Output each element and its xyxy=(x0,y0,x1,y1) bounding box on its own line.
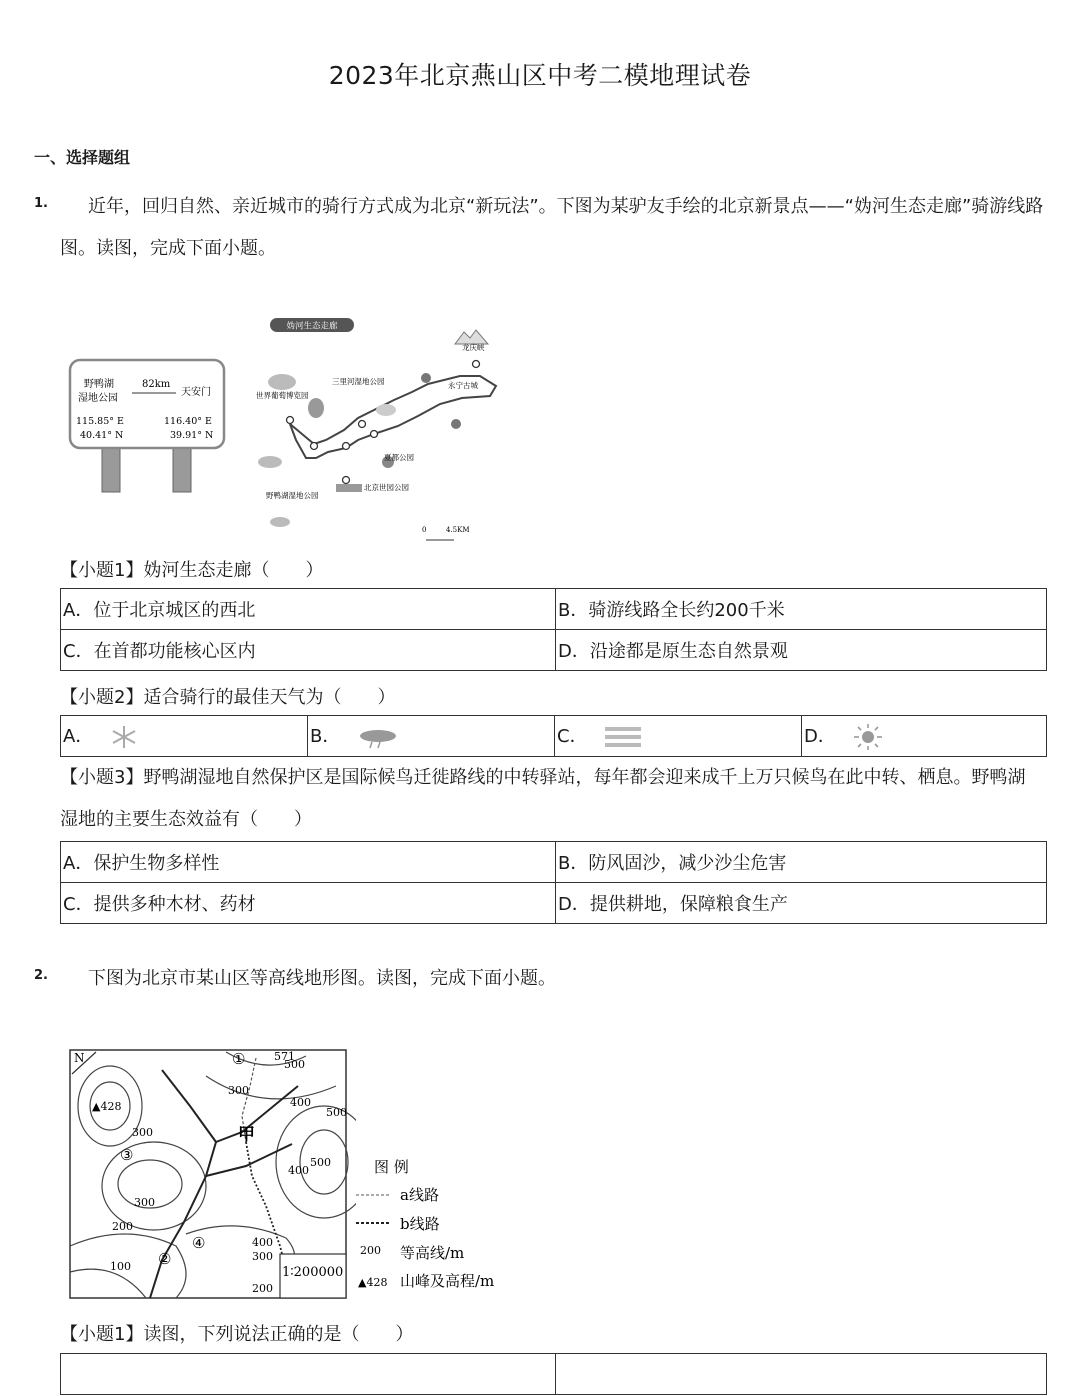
option-a[interactable] xyxy=(61,1354,556,1395)
cyclist-icon xyxy=(451,419,461,429)
options-table xyxy=(60,588,1047,671)
question-number: 2. xyxy=(34,968,48,983)
option-c[interactable]: C．在首都功能核心区内 xyxy=(61,630,556,671)
sub-question-stem: 【小题2】适合骑行的最佳天气为（ ） xyxy=(60,687,396,708)
question-text-line: 近年，回归自然、亲近城市的骑行方式成为北京“新玩法”。下图为某驴友手绘的北京新景点——“妫河生态走廊”骑游线路 xyxy=(88,196,1044,217)
option-b[interactable] xyxy=(556,1354,1047,1395)
sub-question-stem: 【小题1】妫河生态走廊（ ） xyxy=(60,560,324,581)
contour-value: 400 xyxy=(252,1236,273,1249)
sign-left-name: 野鸭湖 xyxy=(84,379,114,390)
legend-peak: 山峰及高程/m xyxy=(400,1272,495,1290)
north-label: N xyxy=(74,1051,85,1065)
map-label: 夏都公园 xyxy=(384,453,414,462)
landmark-illustration xyxy=(268,374,296,390)
route-map-title: 妫河生态走廊 xyxy=(286,321,338,332)
legend-title: 图 例 xyxy=(374,1158,409,1176)
fog-icon xyxy=(603,724,643,750)
scale-zero: 0 xyxy=(422,526,427,534)
scale-label: 4.5KM xyxy=(446,526,470,534)
landmark-illustration xyxy=(270,517,290,527)
map-label: 世界葡萄博览园 xyxy=(256,391,309,400)
signboard-figure xyxy=(66,356,232,498)
contour-value: 400 xyxy=(290,1096,311,1109)
route-map-figure xyxy=(250,312,510,547)
option-d[interactable]: D．沿途都是原生态自然景观 xyxy=(556,630,1047,671)
route-line xyxy=(292,430,306,458)
sub-question-stem: 【小题3】野鸭湖湿地自然保护区是国际候鸟迁徙路线的中转驿站，每年都会迎来成千上万只候鸟在此中转、栖息。野鸭湖 xyxy=(60,767,1026,788)
route-pin xyxy=(343,477,350,484)
map-scale: 1∶200000 xyxy=(282,1265,344,1280)
contour-value: 500 xyxy=(284,1058,305,1071)
route-pin xyxy=(311,443,318,450)
contour-value: 100 xyxy=(110,1260,131,1273)
contour-value: 200 xyxy=(252,1282,273,1295)
sunny-icon xyxy=(852,723,884,751)
page-title: 2023年北京燕山区中考二模地理试卷 xyxy=(328,61,752,90)
option-c[interactable] xyxy=(555,716,802,757)
options-table xyxy=(60,841,1047,924)
sign-left-name: 湿地公园 xyxy=(78,393,118,404)
route-pin xyxy=(473,361,480,368)
option-b[interactable]: B．防风固沙，减少沙尘危害 xyxy=(556,842,1047,883)
route-pin xyxy=(359,421,366,428)
contour-value: 300 xyxy=(134,1196,155,1209)
map-label: 北京世园公园 xyxy=(364,483,409,492)
contour-map-figure xyxy=(66,1046,356,1302)
route-pin xyxy=(371,431,378,438)
sub-question-stem: 湿地的主要生态效益有（ ） xyxy=(60,809,312,830)
option-c[interactable]: C．提供多种木材、药材 xyxy=(61,883,556,924)
landmark-illustration xyxy=(336,484,362,492)
option-d-label: D． xyxy=(804,725,836,747)
legend-a: a线路 xyxy=(400,1186,439,1204)
sign-distance: 82km xyxy=(142,379,171,390)
route-pin xyxy=(343,443,350,450)
question-number: 1. xyxy=(34,196,48,211)
map-label: 永宁古城 xyxy=(448,381,478,390)
sign-left-lat: 40.41° N xyxy=(80,430,124,441)
contour-value: 300 xyxy=(252,1250,273,1263)
option-d[interactable] xyxy=(802,716,1047,757)
option-d[interactable]: D．提供耕地，保障粮食生产 xyxy=(556,883,1047,924)
peak-label: 571 xyxy=(274,1050,295,1063)
map-marker: ② xyxy=(158,1250,172,1268)
contour-value: 300 xyxy=(228,1084,249,1097)
mountain-icon xyxy=(455,330,488,344)
contour-value: 500 xyxy=(310,1156,331,1169)
contour-value: 500 xyxy=(326,1106,347,1119)
legend-contour: 等高线/m xyxy=(400,1244,465,1262)
map-label: 野鸭湖湿地公园 xyxy=(266,491,319,500)
legend-peak-value: ▲428 xyxy=(358,1276,388,1289)
sub-question-stem: 【小题1】读图，下列说法正确的是（ ） xyxy=(60,1324,414,1345)
option-c-label: C． xyxy=(557,726,588,747)
option-b[interactable]: B．骑游线路全长约200千米 xyxy=(556,589,1047,630)
sign-right-lat: 39.91° N xyxy=(170,430,214,441)
question-text-line: 下图为北京市某山区等高线地形图。读图，完成下面小题。 xyxy=(88,968,556,989)
map-legend xyxy=(352,1152,522,1296)
tree-illustration xyxy=(308,398,324,418)
section-heading: 一、选择题组 xyxy=(34,148,131,167)
sign-right-name: 天安门 xyxy=(181,387,211,398)
rain-icon xyxy=(356,724,400,750)
landmark-illustration xyxy=(258,456,282,468)
landmark-illustration xyxy=(376,404,396,416)
option-b[interactable] xyxy=(308,716,555,757)
option-b-label: B． xyxy=(310,726,341,747)
options-table xyxy=(60,715,1047,757)
map-marker: ④ xyxy=(192,1234,206,1252)
legend-b: b线路 xyxy=(400,1215,440,1233)
route-pin xyxy=(287,417,294,424)
sign-post xyxy=(102,442,120,492)
peak-label: ▲428 xyxy=(92,1100,122,1113)
options-table xyxy=(60,1353,1047,1395)
sign-left-lon: 115.85° E xyxy=(76,416,124,427)
point-jia: 甲 xyxy=(238,1125,255,1145)
option-a[interactable]: A．位于北京城区的西北 xyxy=(61,589,556,630)
snow-icon xyxy=(109,724,139,750)
sign-post xyxy=(173,442,191,492)
map-marker: ① xyxy=(232,1050,246,1068)
map-label: 龙庆峡 xyxy=(462,343,485,352)
cyclist-icon xyxy=(421,373,431,383)
option-a[interactable]: A．保护生物多样性 xyxy=(61,842,556,883)
map-marker: ③ xyxy=(120,1146,134,1164)
legend-contour-value: 200 xyxy=(360,1244,381,1257)
contour-value: 300 xyxy=(132,1126,153,1139)
contour-value: 200 xyxy=(112,1220,133,1233)
sign-right-lon: 116.40° E xyxy=(164,416,212,427)
contour-value: 400 xyxy=(288,1164,309,1177)
option-a-label: A． xyxy=(63,726,94,747)
option-a[interactable] xyxy=(61,716,308,757)
question-text-line: 图。读图，完成下面小题。 xyxy=(60,238,276,259)
map-label: 三里河湿地公园 xyxy=(332,377,385,386)
